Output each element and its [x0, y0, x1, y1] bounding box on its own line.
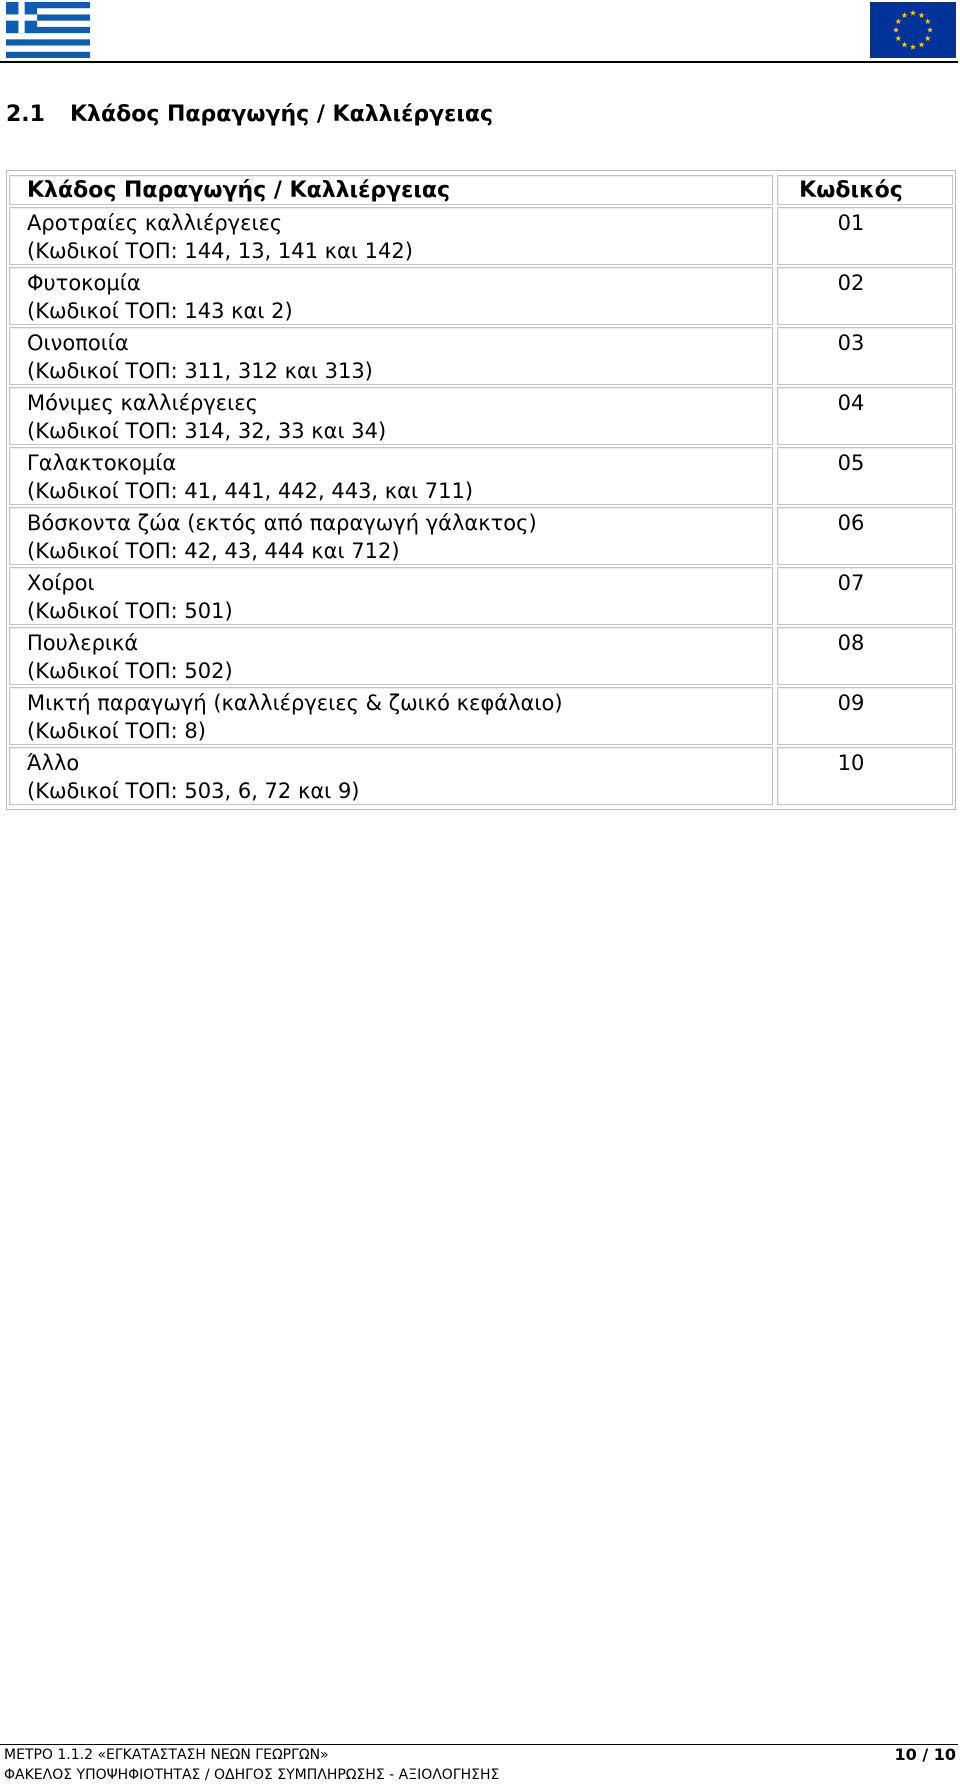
sector-top-codes: (Κωδικοί ΤΟΠ: 144, 13, 141 και 142)	[27, 239, 413, 263]
table-row	[7, 267, 955, 325]
table-row	[7, 687, 955, 745]
table-row	[7, 567, 955, 625]
sector-top-codes: (Κωδικοί ΤΟΠ: 501)	[27, 599, 233, 623]
table-row	[7, 507, 955, 565]
section-title: Κλάδος Παραγωγής / Καλλιέργειας	[70, 102, 494, 127]
footer-measure: ΜΕΤΡΟ 1.1.2 «ΕΓΚΑΤΑΣΤΑΣΗ ΝΕΩΝ ΓΕΩΡΓΩΝ»	[4, 1747, 329, 1763]
sector-code: 01	[777, 207, 953, 265]
page-total: 10	[933, 1745, 956, 1764]
sector-code: 06	[777, 507, 953, 565]
sector-code: 02	[777, 267, 953, 325]
sector-top-codes: (Κωδικοί ΤΟΠ: 8)	[27, 719, 206, 743]
sector-cell	[9, 747, 773, 805]
sector-cell	[9, 387, 773, 445]
section-heading	[6, 102, 493, 127]
table-row	[7, 747, 955, 805]
sector-cell	[9, 567, 773, 625]
sector-top-codes: (Κωδικοί ΤΟΠ: 143 και 2)	[27, 299, 293, 323]
sector-top-codes: (Κωδικοί ΤΟΠ: 311, 312 και 313)	[27, 359, 373, 383]
sector-top-codes: (Κωδικοί ΤΟΠ: 314, 32, 33 και 34)	[27, 419, 387, 443]
sector-code: 09	[777, 687, 953, 745]
sector-code: 07	[777, 567, 953, 625]
sector-cell	[9, 447, 773, 505]
page-header	[0, 0, 960, 64]
footer-rule	[0, 1744, 958, 1745]
sector-name: Φυτοκομία	[27, 271, 141, 295]
sector-top-codes: (Κωδικοί ΤΟΠ: 42, 43, 444 και 712)	[27, 539, 400, 563]
footer-file-title: ΦΑΚΕΛΟΣ ΥΠΟΨΗΦΙΟΤΗΤΑΣ / ΟΔΗΓΟΣ ΣΥΜΠΛΗΡΩΣΗΣ - ΑΞΙΟΛΟΓΗΣΗΣ	[4, 1767, 500, 1783]
sector-code: 08	[777, 627, 953, 685]
header-sector: Κλάδος Παραγωγής / Καλλιέργειας	[9, 175, 773, 205]
sector-cell	[9, 687, 773, 745]
page-current: 10	[894, 1745, 917, 1764]
sector-name: Μόνιμες καλλιέργειες	[27, 391, 258, 415]
sector-cell	[9, 267, 773, 325]
table-row	[7, 447, 955, 505]
sector-code: 10	[777, 747, 953, 805]
sector-code: 04	[777, 387, 953, 445]
sector-top-codes: (Κωδικοί ΤΟΠ: 41, 441, 442, 443, και 711)	[27, 479, 474, 503]
sector-top-codes: (Κωδικοί ΤΟΠ: 502)	[27, 659, 233, 683]
header-code: Κωδικός	[777, 175, 953, 205]
table-body	[7, 207, 955, 805]
header-rule	[0, 61, 958, 63]
sector-code: 05	[777, 447, 953, 505]
sector-name: Γαλακτοκομία	[27, 451, 177, 475]
sector-name: Χοίροι	[27, 571, 95, 595]
sector-cell	[9, 627, 773, 685]
greece-flag-icon	[6, 2, 90, 58]
sector-code: 03	[777, 327, 953, 385]
sector-cell	[9, 327, 773, 385]
sector-top-codes: (Κωδικοί ΤΟΠ: 503, 6, 72 και 9)	[27, 779, 360, 803]
table-row	[7, 627, 955, 685]
page-separator: /	[922, 1745, 929, 1764]
table-row	[7, 207, 955, 265]
section-number: 2.1	[6, 102, 45, 127]
eu-flag-icon	[870, 2, 956, 58]
sector-cell	[9, 207, 773, 265]
sector-cell	[9, 507, 773, 565]
sector-name: Βόσκοντα ζώα (εκτός από παραγωγή γάλακτος)	[27, 511, 537, 535]
sector-name: Οινοποιία	[27, 331, 129, 355]
table-row	[7, 327, 955, 385]
sector-name: Πουλερικά	[27, 631, 139, 655]
page-number	[894, 1745, 956, 1764]
table-header-row	[7, 175, 955, 205]
sector-name: Αροτραίες καλλιέργειες	[27, 211, 283, 235]
sector-name: Άλλο	[27, 751, 80, 775]
table-row	[7, 387, 955, 445]
sector-name: Μικτή παραγωγή (καλλιέργειες & ζωικό κεφάλαιο)	[27, 691, 563, 715]
sector-code-table	[6, 170, 956, 810]
